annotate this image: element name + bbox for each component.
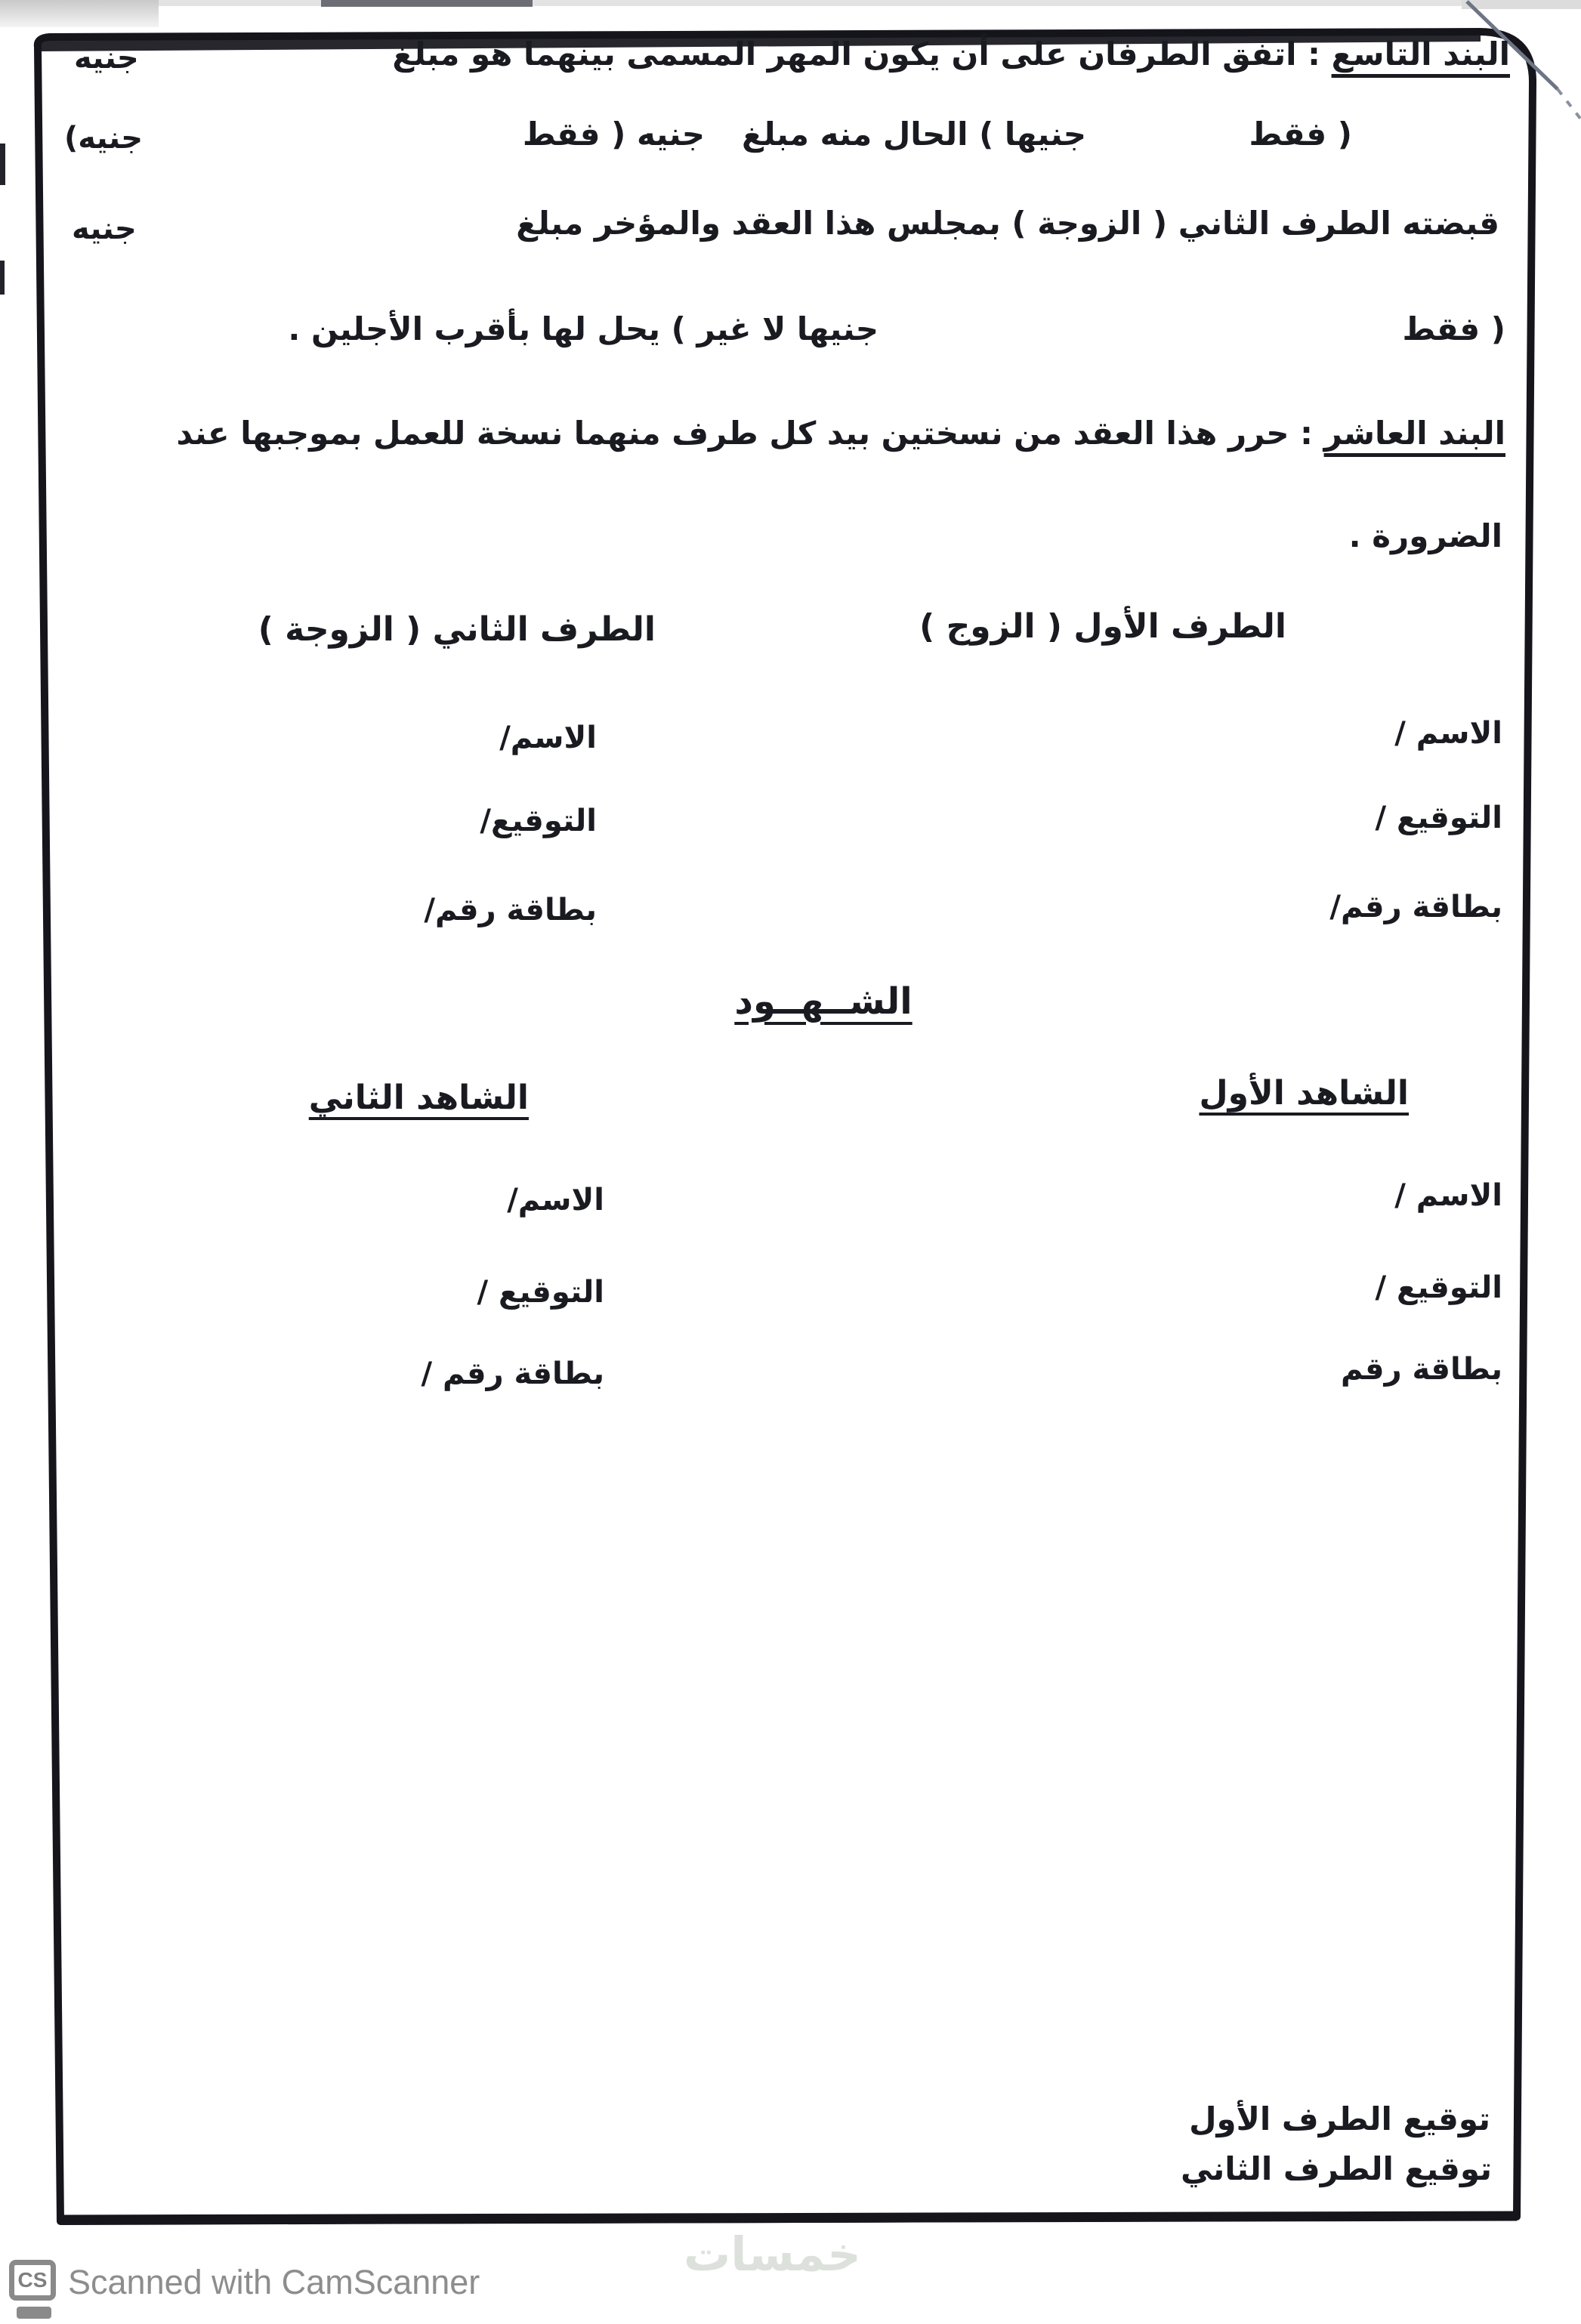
clause9-line1 bbox=[392, 35, 1510, 75]
camscanner-icon-base bbox=[17, 2307, 51, 2319]
witness1-idcard-field: بطاقة رقم bbox=[1341, 1352, 1502, 1387]
clause9-line2-seg3: جنيه ( فقط bbox=[522, 116, 705, 153]
clause9-intro: : اتفق الطرفان على أن يكون المهر المسمى بينهما هو مبلغ bbox=[392, 35, 1332, 73]
camscanner-footer-text: Scanned with CamScanner bbox=[68, 2263, 480, 2301]
currency-label: جنيه bbox=[72, 211, 137, 246]
clause10-line1 bbox=[177, 414, 1505, 454]
clause9-title: البند التاسع bbox=[1331, 35, 1510, 73]
party2-signature-field: التوقيع/ bbox=[480, 804, 597, 838]
clause9-line2-seg2: جنيها ) الحال منه مبلغ bbox=[742, 116, 1086, 153]
witness1-name-field: الاسم / bbox=[1394, 1178, 1502, 1213]
witness2-header: الشاهد الثاني bbox=[308, 1079, 529, 1117]
party1-signature-field: التوقيع / bbox=[1375, 801, 1502, 835]
witnesses-heading: الشــهــود bbox=[734, 980, 912, 1023]
witness1-header: الشاهد الأول bbox=[1199, 1074, 1409, 1113]
clause9-line3: قبضته الطرف الثاني ( الزوجة ) بمجلس هذا العقد والمؤخر مبلغ bbox=[516, 205, 1499, 242]
currency-label: جنيه) bbox=[64, 121, 144, 156]
party2-signature-line: توقيع الطرف الثاني bbox=[1180, 2150, 1492, 2187]
clause9-line4-seg1: ( فقط bbox=[1402, 310, 1505, 347]
currency-label: جنيه bbox=[74, 41, 139, 76]
witness2-idcard-field: بطاقة رقم / bbox=[421, 1356, 604, 1391]
party1-header: الطرف الأول ( الزوج ) bbox=[919, 607, 1286, 646]
party1-name-field: الاسم / bbox=[1394, 716, 1502, 751]
khamsat-watermark: خمسات bbox=[684, 2227, 861, 2282]
clause10-cont: الضرورة . bbox=[1348, 517, 1502, 554]
party2-name-field: الاسم/ bbox=[499, 721, 597, 755]
camscanner-icon-label: CS bbox=[17, 2268, 48, 2292]
party1-idcard-field: بطاقة رقم/ bbox=[1329, 890, 1502, 924]
witness2-signature-field: التوقيع / bbox=[477, 1275, 604, 1310]
party2-header: الطرف الثاني ( الزوجة ) bbox=[258, 610, 656, 649]
party2-idcard-field: بطاقة رقم/ bbox=[424, 893, 597, 927]
party1-signature-line: توقيع الطرف الأول bbox=[1189, 2100, 1490, 2137]
clause10-intro: : حرر هذا العقد من نسختين بيد كل طرف منهما نسخة للعمل بموجبها عند bbox=[176, 415, 1324, 452]
camscanner-icon bbox=[9, 2260, 56, 2301]
witness2-name-field: الاسم/ bbox=[507, 1183, 604, 1218]
clause9-line4-seg2: جنيها لا غير ) يحل لها بأقرب الأجلين . bbox=[288, 310, 879, 347]
clause10-title: البند العاشر bbox=[1323, 415, 1505, 452]
clause9-line2-seg1: ( فقط bbox=[1249, 116, 1352, 153]
witness1-signature-field: التوقيع / bbox=[1375, 1270, 1502, 1305]
